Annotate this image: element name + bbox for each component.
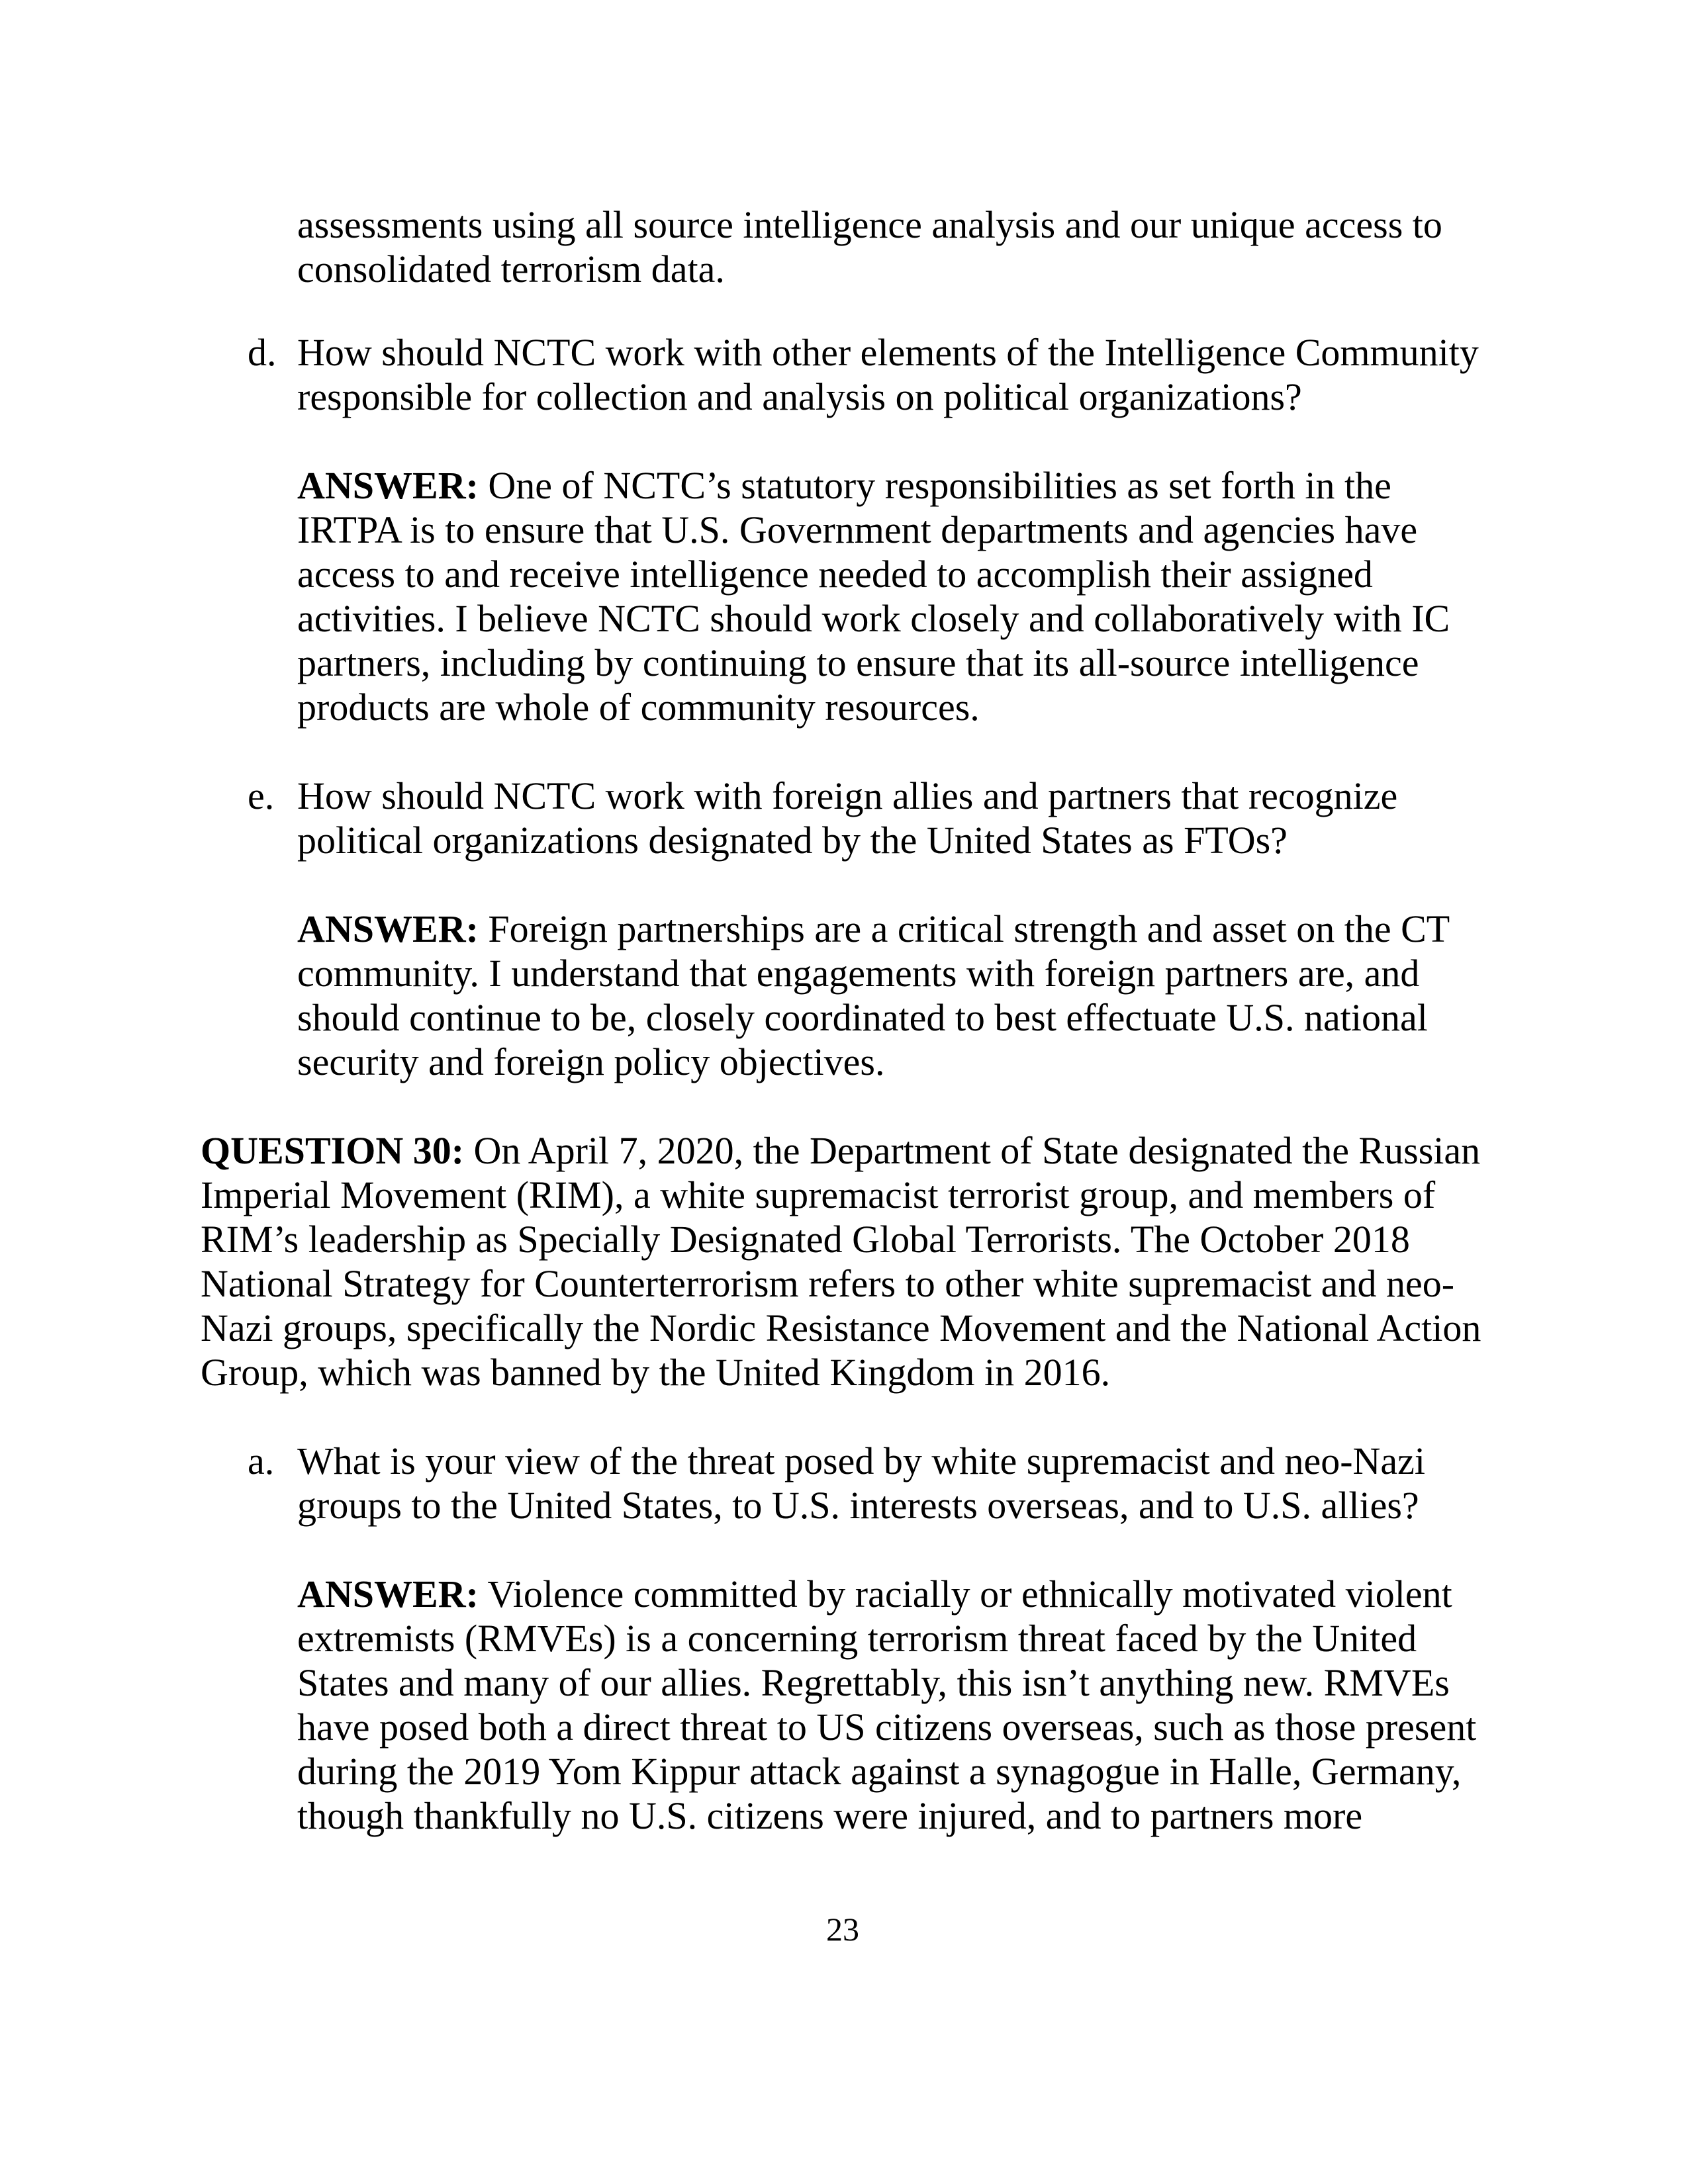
text-line: One of NCTC’s statutory responsibilities as set forth in the — [478, 464, 1391, 507]
text-line: activities. I believe NCTC should work closely and collaboratively with IC — [297, 597, 1450, 640]
list-marker: e. — [248, 774, 275, 817]
text-line: States and many of our allies. Regrettably, this isn’t anything new. RMVEs — [297, 1661, 1450, 1704]
continuation-paragraph — [297, 203, 1442, 291]
question-30 — [201, 1128, 1481, 1394]
list-marker: d. — [248, 331, 277, 374]
text-line: security and foreign policy objectives. — [297, 1040, 885, 1083]
text-line: products are whole of community resources. — [297, 686, 980, 729]
text-line: political organizations designated by the United States as FTOs? — [297, 819, 1288, 862]
answer-29d — [297, 463, 1450, 729]
text-line: responsible for collection and analysis on political organizations? — [297, 375, 1302, 418]
text-line: How should NCTC work with other elements of the Intelligence Community — [297, 331, 1479, 374]
answer-label: ANSWER: — [297, 1572, 479, 1615]
question-30a — [248, 1439, 1426, 1527]
text-line: Foreign partnerships are a critical strength and asset on the CT — [478, 907, 1450, 950]
answer-29e — [297, 907, 1450, 1084]
text-line: Nazi groups, specifically the Nordic Resistance Movement and the National Action — [201, 1306, 1481, 1349]
text-line: community. I understand that engagements with foreign partners are, and — [297, 952, 1420, 995]
question-29d — [248, 330, 1479, 419]
text-line: groups to the United States, to U.S. interests overseas, and to U.S. allies? — [297, 1484, 1419, 1527]
text-line: IRTPA is to ensure that U.S. Government departments and agencies have — [297, 508, 1418, 551]
text-line: Imperial Movement (RIM), a white supremacist terrorist group, and members of — [201, 1173, 1436, 1216]
text-line: On April 7, 2020, the Department of State designated the Russian — [464, 1129, 1481, 1172]
text-line: Violence committed by racially or ethnically motivated violent — [478, 1572, 1452, 1615]
text-line: RIM’s leadership as Specially Designated Global Terrorists. The October 2018 — [201, 1218, 1410, 1261]
text-line: Group, which was banned by the United Kingdom in 2016. — [201, 1351, 1111, 1394]
text-line: How should NCTC work with foreign allies and partners that recognize — [297, 774, 1398, 817]
page-number: 23 — [826, 1911, 859, 1948]
list-marker: a. — [248, 1439, 275, 1482]
text-line: What is your view of the threat posed by white supremacist and neo-Nazi — [297, 1439, 1426, 1482]
text-line: though thankfully no U.S. citizens were injured, and to partners more — [297, 1794, 1363, 1837]
answer-30a — [297, 1572, 1476, 1838]
answer-label: ANSWER: — [297, 464, 479, 507]
text-line: during the 2019 Yom Kippur attack against a synagogue in Halle, Germany, — [297, 1750, 1462, 1793]
text-line: extremists (RMVEs) is a concerning terrorism threat faced by the United — [297, 1617, 1417, 1660]
text-line: partners, including by continuing to ensure that its all-source intelligence — [297, 641, 1419, 684]
text-line: assessments using all source intelligence analysis and our unique access to — [297, 203, 1442, 246]
text-line: have posed both a direct threat to US citizens overseas, such as those present — [297, 1706, 1477, 1749]
text-line: consolidated terrorism data. — [297, 248, 725, 291]
text-line: National Strategy for Counterterrorism refers to other white supremacist and neo- — [201, 1262, 1455, 1305]
answer-label: ANSWER: — [297, 907, 479, 950]
text-line: access to and receive intelligence needed to accomplish their assigned — [297, 553, 1373, 596]
question-label: QUESTION 30: — [201, 1129, 465, 1172]
question-29e — [248, 774, 1398, 862]
text-line: should continue to be, closely coordinated to best effectuate U.S. national — [297, 996, 1428, 1039]
